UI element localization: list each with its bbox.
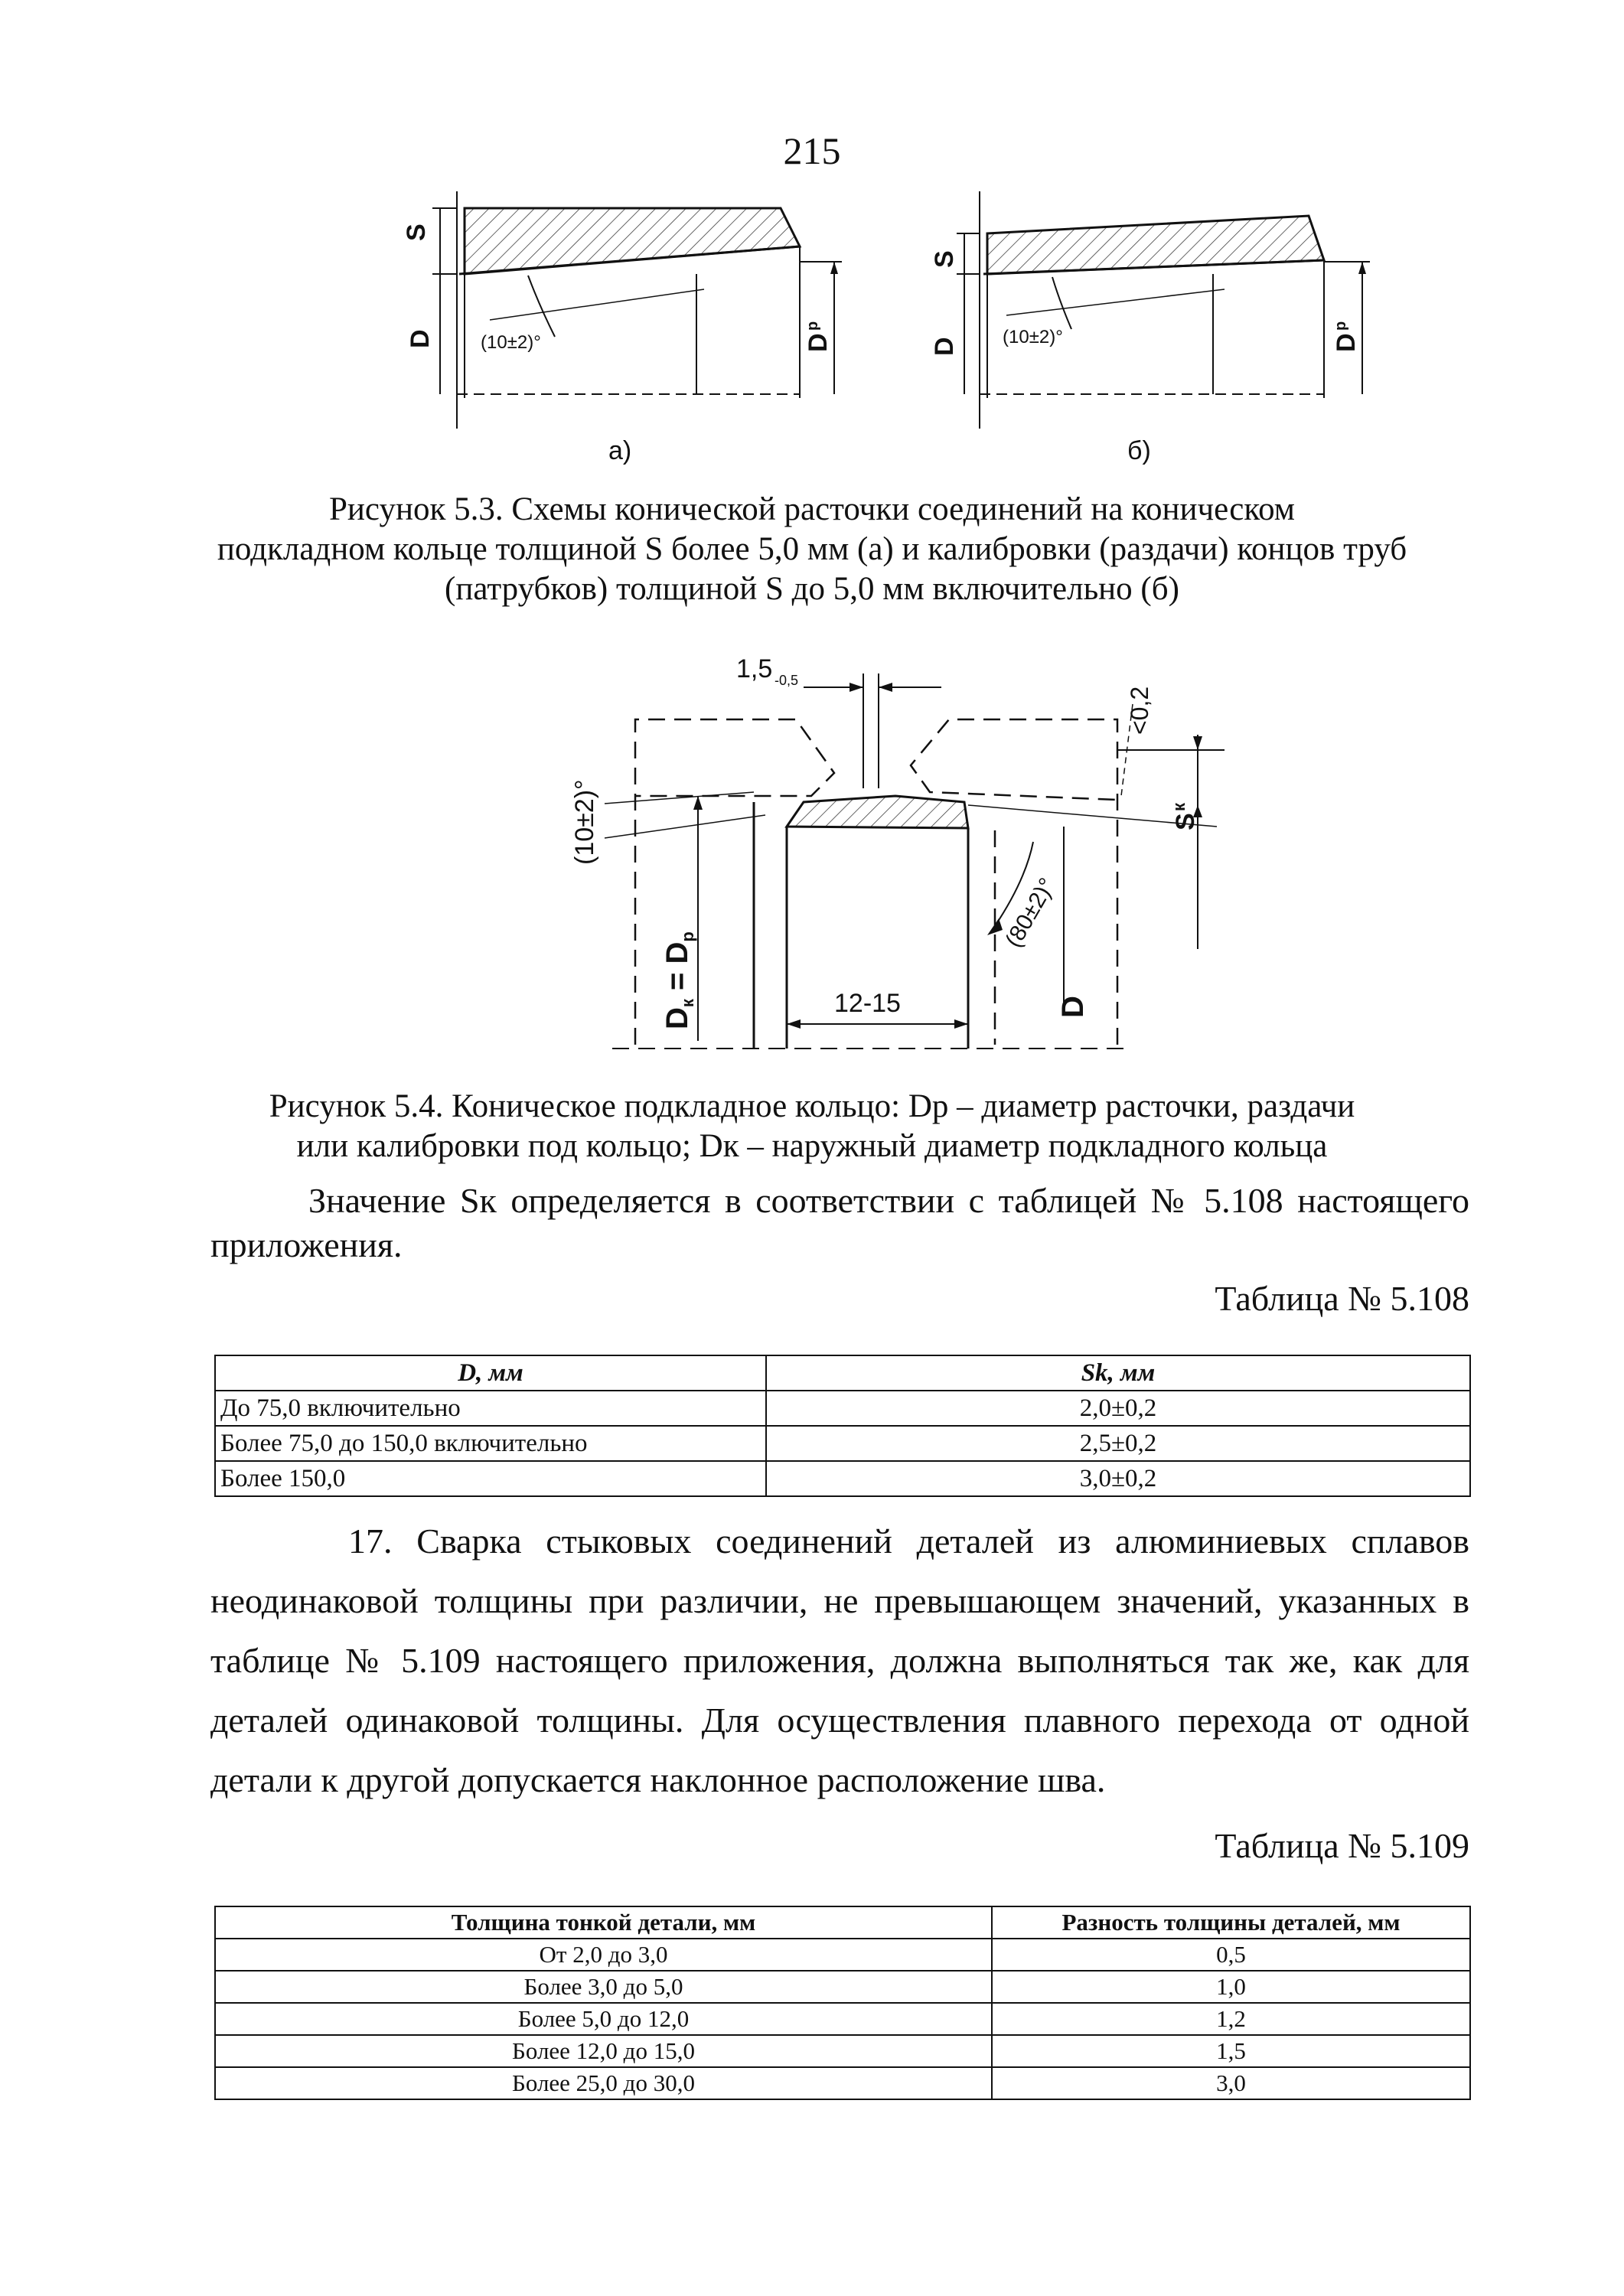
- cell: 3,0: [992, 2067, 1470, 2099]
- table-5-108-title: Таблица № 5.108: [1215, 1279, 1469, 1318]
- table-5-109: [214, 1906, 1471, 2100]
- cell: 3,0±0,2: [766, 1461, 1470, 1496]
- table-row: [215, 2003, 1470, 2035]
- sk-sub: к: [1169, 802, 1189, 811]
- cell: Более 3,0 до 5,0: [215, 1971, 992, 2003]
- table-row: [215, 1391, 1470, 1426]
- cell: Более 150,0: [215, 1461, 766, 1496]
- header-difference: Разность толщины деталей, мм: [992, 1906, 1470, 1939]
- caption-line: Рисунок 5.3. Схемы конической расточки соединений на коническом: [329, 491, 1295, 527]
- lt02-label: <0,2: [1126, 686, 1153, 735]
- label-dp-sub-a: p: [804, 321, 821, 331]
- cell: 2,5±0,2: [766, 1426, 1470, 1461]
- header-thickness: Толщина тонкой детали, мм: [215, 1906, 992, 1939]
- table-row: [215, 2035, 1470, 2067]
- label-d-a: D: [406, 329, 435, 348]
- cell: Более 5,0 до 12,0: [215, 2003, 992, 2035]
- subfigure-b: б): [1127, 436, 1151, 465]
- angle-ring-label: (80±2)°: [1000, 873, 1061, 952]
- table-row: [215, 1939, 1470, 1971]
- label-dp-sub-b: p: [1332, 321, 1349, 331]
- table-5-109-title: Таблица № 5.109: [1215, 1826, 1469, 1865]
- table-5-108: [214, 1355, 1471, 1497]
- angle-label-b: (10±2)°: [1003, 327, 1063, 347]
- label-dp-b: D: [1332, 333, 1361, 352]
- diagram-b: [930, 191, 1370, 465]
- subfigure-a: а): [608, 436, 632, 465]
- label-s-b: S: [930, 250, 959, 268]
- angle-left-label: (10±2)°: [570, 779, 599, 865]
- header-d: D, мм: [215, 1355, 766, 1391]
- cell: 1,5: [992, 2035, 1470, 2067]
- paragraph-sk: Значение Sк определяется в соответствии с таблицей № 5.108 настоящего приложения.: [210, 1181, 1469, 1264]
- cell: От 2,0 до 3,0: [215, 1939, 992, 1971]
- caption-line: Рисунок 5.4. Коническое подкладное кольцо: Dр – диаметр расточки, раздачи: [269, 1088, 1355, 1124]
- caption-line: (патрубков) толщиной S до 5,0 мм включительно (б): [445, 571, 1179, 607]
- dk-dp-label: $D_к = D_р$: [660, 931, 697, 1029]
- caption-line: или калибровки под кольцо; Dк – наружный диаметр подкладного кольца: [296, 1128, 1328, 1164]
- table-header-row: [215, 1906, 1470, 1939]
- cell: До 75,0 включительно: [215, 1391, 766, 1426]
- figure-5-4: [0, 643, 1624, 1056]
- table-row: [215, 1971, 1470, 2003]
- sk-label: S: [1171, 813, 1200, 830]
- gap-label: 1,5: [736, 654, 773, 683]
- cell: 1,2: [992, 2003, 1470, 2035]
- gap-sub: -0,5: [774, 673, 799, 688]
- label-d-b: D: [930, 337, 959, 356]
- angle-label-a: (10±2)°: [481, 332, 541, 353]
- cell: 1,0: [992, 1971, 1470, 2003]
- paragraph-17: 17. Сварка стыковых соединений деталей из алюминиевых сплавов неодинаковой толщины при различии, не превышающем значений, указанных в таблице № 5.109 настоящего приложения, должна выполняться так же, как для деталей одинаковой толщины. Для осуществления плавного перехода от одной детали к другой допускается наклонное расположение шва.: [210, 1521, 1469, 1799]
- cell: 0,5: [992, 1939, 1470, 1971]
- table-row: [215, 1461, 1470, 1496]
- caption-line: подкладном кольце толщиной S более 5,0 мм (а) и калибровки (раздачи) концов труб: [217, 531, 1407, 567]
- page-number: 215: [783, 129, 841, 172]
- table-row: [215, 1426, 1470, 1461]
- table-row: [215, 2067, 1470, 2099]
- cell: Более 75,0 до 150,0 включительно: [215, 1426, 766, 1461]
- width-label: 12-15: [834, 989, 901, 1018]
- cell: Более 12,0 до 15,0: [215, 2035, 992, 2067]
- label-dp-a: D: [804, 333, 833, 352]
- label-s-a: S: [402, 223, 431, 241]
- table-header-row: [215, 1355, 1470, 1391]
- diagram-a: [402, 191, 842, 465]
- figure-5-4-caption: [0, 1087, 1624, 1166]
- cell: 2,0±0,2: [766, 1391, 1470, 1426]
- figure-5-3-caption: [0, 490, 1624, 609]
- figure-5-3: [0, 176, 1624, 497]
- cell: Более 25,0 до 30,0: [215, 2067, 992, 2099]
- d-label: D: [1056, 996, 1090, 1018]
- header-sk: Sk, мм: [766, 1355, 1470, 1391]
